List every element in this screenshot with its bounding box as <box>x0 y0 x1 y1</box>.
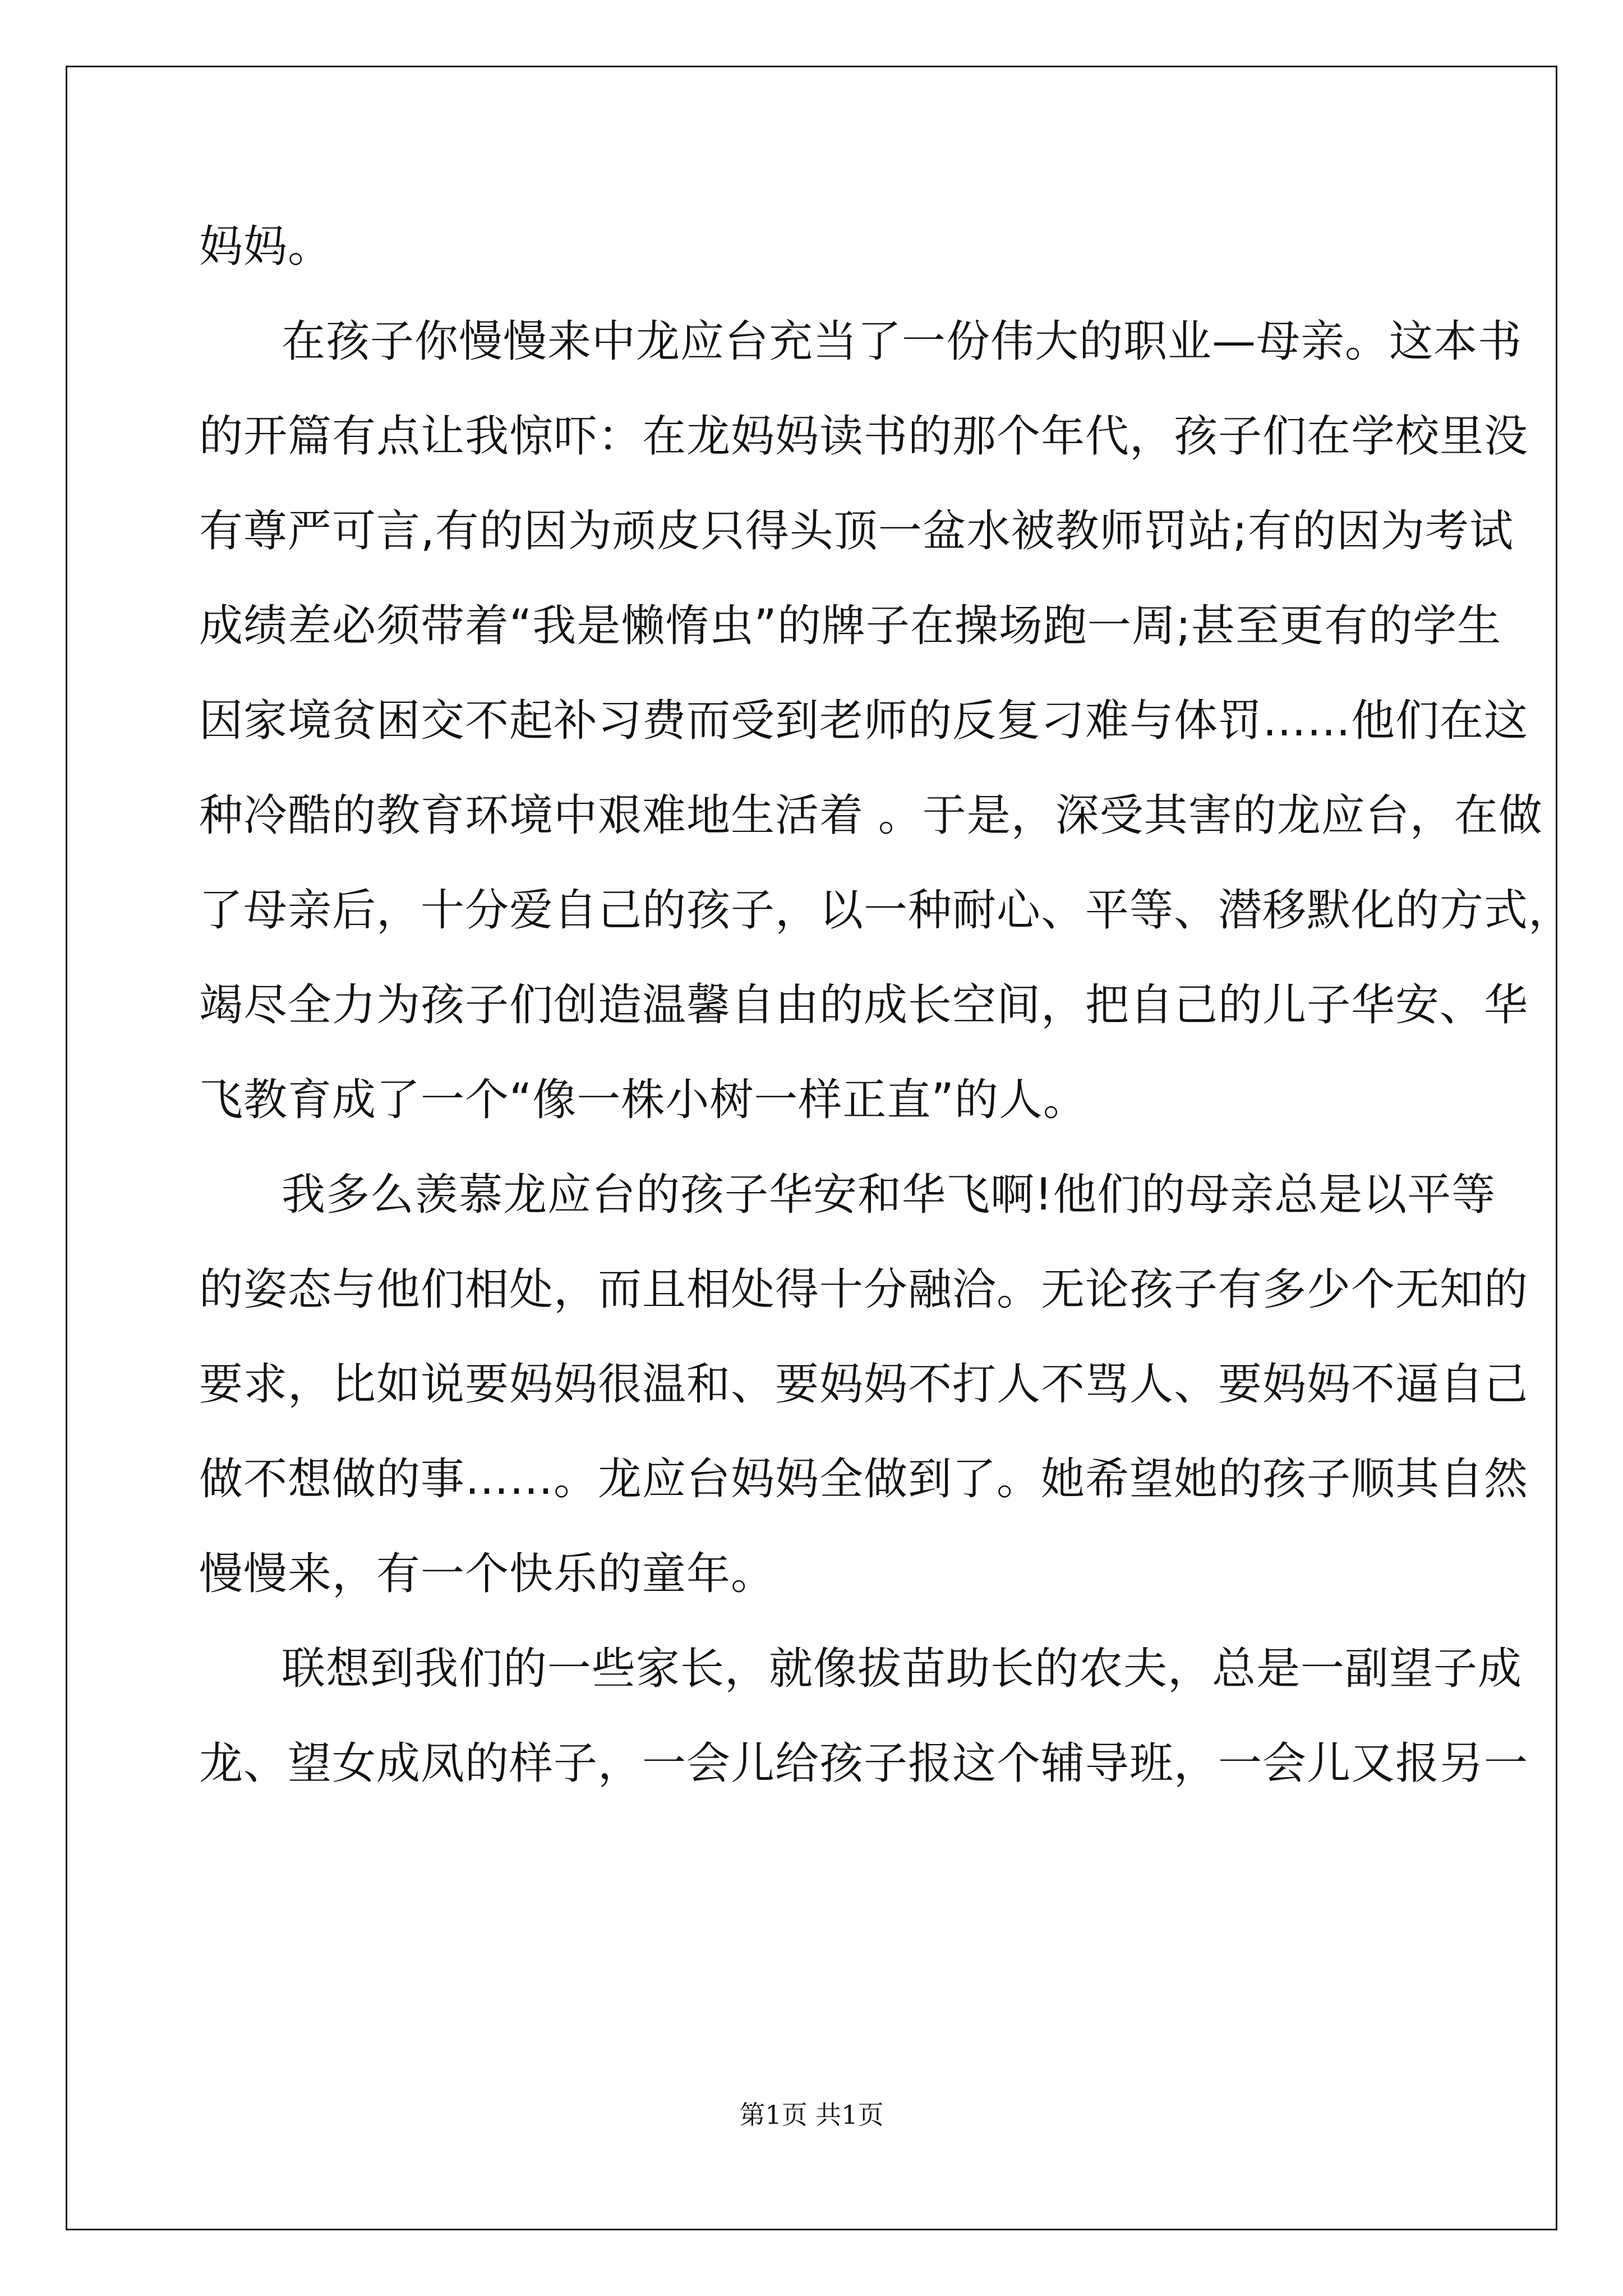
text-line: 的开篇有点让我惊吓：在龙妈妈读书的那个年代，孩子们在学校里没 <box>199 411 1529 462</box>
text-line: 联想到我们的一些家长，就像拔苗助长的农夫，总是一副望子成 <box>282 1644 1523 1694</box>
text-line: 慢慢来，有一个快乐的童年。 <box>199 1549 776 1599</box>
text-line: 要求，比如说要妈妈很温和、要妈妈不打人不骂人、要妈妈不逼自己 <box>199 1359 1529 1410</box>
page-number-footer: 第1页 共1页 <box>739 2100 884 2130</box>
text-line: 的姿态与他们相处，而且相处得十分融洽。无论孩子有多少个无知的 <box>199 1264 1529 1315</box>
text-line: 种冷酷的教育环境中艰难地生活着 。于是，深受其害的龙应台，在做 <box>199 790 1543 841</box>
text-line: 因家境贫困交不起补习费而受到老师的反复刁难与体罚……他们在这 <box>199 696 1529 746</box>
text-line: 龙、望女成凤的样子，一会儿给孩子报这个辅导班，一会儿又报另一 <box>199 1738 1529 1789</box>
text-line: 成绩差必须带着“我是懒惰虫”的牌子在操场跑一周;甚至更有的学生 <box>199 601 1502 651</box>
text-line: 竭尽全力为孩子们创造温馨自由的成长空间，把自己的儿子华安、华 <box>199 980 1529 1030</box>
text-line: 飞教育成了一个“像一株小树一样正直”的人。 <box>199 1075 1087 1125</box>
text-line: 我多么羡慕龙应台的孩子华安和华飞啊!他们的母亲总是以平等 <box>282 1170 1496 1220</box>
page-border <box>66 66 1557 2230</box>
text-line: 做不想做的事……。龙应台妈妈全做到了。她希望她的孩子顺其自然 <box>199 1454 1529 1504</box>
text-line: 在孩子你慢慢来中龙应台充当了一份伟大的职业—母亲。这本书 <box>282 316 1523 367</box>
text-line: 有尊严可言,有的因为顽皮只得头顶一盆水被教师罚站;有的因为考试 <box>199 506 1514 556</box>
text-line: 了母亲后，十分爱自己的孩子，以一种耐心、平等、潜移默化的方式， <box>199 885 1573 936</box>
text-line: 妈妈。 <box>199 222 333 272</box>
